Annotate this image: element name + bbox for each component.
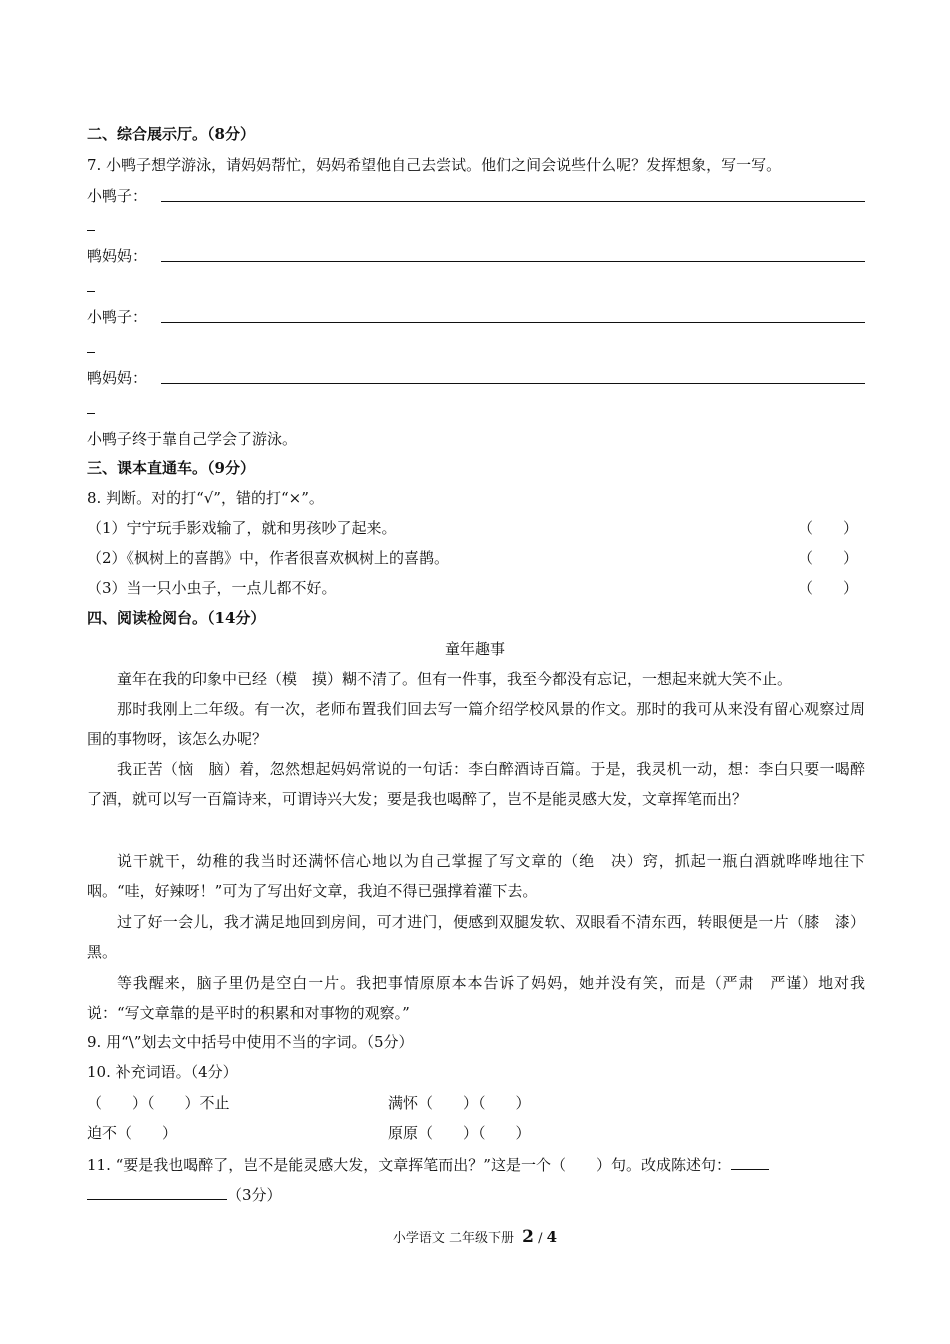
dialogue-speaker-4: 鸭妈妈： (87, 369, 148, 387)
answer-line[interactable] (161, 322, 865, 323)
passage-title: 童年趣事 (444, 640, 505, 658)
dialogue-line-3 (87, 307, 865, 327)
answer-line[interactable] (161, 383, 865, 384)
judge-item-2: （2）《枫树上的喜鹊》中，作者很喜欢枫树上的喜鹊。 (87, 549, 450, 567)
dialogue-speaker-3: 小鸭子： (87, 308, 148, 326)
judge-answer-2[interactable]: （ ） (798, 549, 859, 567)
line-continuation (87, 230, 95, 231)
answer-blank[interactable] (87, 1184, 227, 1200)
word-fill-2[interactable]: 满怀（ ）（ ） (388, 1094, 531, 1112)
word-fill-3[interactable]: 迫不（ ） (87, 1124, 178, 1142)
passage-paragraph-1: 童年在我的印象中已经（模 摸）糊不清了。但有一件事，我至今都没有忘记，一想起来就大笑不止。 (117, 670, 793, 688)
judge-item-1: （1）宁宁玩手影戏输了，就和男孩吵了起来。 (87, 519, 397, 537)
passage-paragraph-2: 那时我刚上二年级。有一次，老师布置我们回去写一篇介绍学校风景的作文。那时的我可从来没有留心观察过周围的事物呀，该怎么办呢？ (87, 700, 865, 748)
line-continuation (87, 352, 95, 353)
question-8: 8. 判断。对的打“√”，错的打“×”。 (87, 489, 324, 507)
judge-item-3: （3）当一只小虫子，一点儿都不好。 (87, 579, 337, 597)
section-4-heading: 四、阅读检阅台。（14分） (87, 609, 266, 627)
footer-subject: 小学语文 二年级下册 (392, 1231, 515, 1246)
answer-blank[interactable] (731, 1154, 769, 1170)
passage-paragraph-3: 我正苦（恼 脑）着，忽然想起妈妈常说的一句话：李白醉酒诗百篇。于是，我灵机一动，想：李白只要一喝醉了酒，就可以写一百篇诗来，可谓诗兴大发；要是我也喝醉了，岂不是能灵感大发，文章挥笔而出？ (87, 760, 865, 808)
dialogue-line-1 (87, 186, 865, 206)
question-11-line-2 (87, 1184, 282, 1205)
question-11-score: （3分） (227, 1186, 282, 1204)
page-footer (0, 1227, 950, 1247)
section-3-heading: 三、课本直通车。（9分） (87, 459, 255, 477)
answer-line[interactable] (161, 201, 865, 202)
line-continuation (87, 291, 95, 292)
judge-answer-1[interactable]: （ ） (798, 519, 859, 537)
footer-page-total: 4 (546, 1228, 558, 1246)
question-10: 10. 补充词语。（4分） (87, 1063, 238, 1081)
line-continuation (87, 413, 95, 414)
question-11-text: 11. “要是我也喝醉了，岂不是能灵感大发，文章挥笔而出？”这是一个（ ）句。改成陈述句： (87, 1156, 731, 1174)
question-11 (87, 1154, 769, 1175)
question-9: 9. 用“\”划去文中括号中使用不当的字词。（5分） (87, 1033, 414, 1051)
footer-separator: / (538, 1231, 543, 1246)
word-fill-4[interactable]: 原原（ ）（ ） (388, 1124, 531, 1142)
section-2-heading: 二、综合展示厅。（8分） (87, 125, 255, 143)
dialogue-speaker-2: 鸭妈妈： (87, 247, 148, 265)
dialogue-line-4 (87, 368, 865, 388)
footer-page-number: 2 (522, 1227, 534, 1247)
dialogue-line-2 (87, 246, 865, 266)
passage-paragraph-4: 说干就干，幼稚的我当时还满怀信心地以为自己掌握了写文章的（绝 决）窍，抓起一瓶白酒就哗哗地往下咽。“哇，好辣呀！”可为了写出好文章，我迫不得已强撑着灌下去。 (87, 852, 865, 900)
dialogue-speaker-1: 小鸭子： (87, 187, 148, 205)
word-fill-1[interactable]: （ ）（ ）不止 (87, 1094, 230, 1112)
question-7: 7. 小鸭子想学游泳，请妈妈帮忙，妈妈希望他自己去尝试。他们之间会说些什么呢？发挥想象，写一写。 (87, 156, 782, 174)
dialogue-ending: 小鸭子终于靠自己学会了游泳。 (87, 430, 298, 448)
answer-line[interactable] (161, 261, 865, 262)
judge-answer-3[interactable]: （ ） (798, 579, 859, 597)
passage-paragraph-5: 过了好一会儿，我才满足地回到房间，可才进门，便感到双腿发软、双眼看不清东西，转眼便是一片（膝 漆）黑。 (87, 913, 865, 961)
passage-paragraph-6: 等我醒来，脑子里仍是空白一片。我把事情原原本本告诉了妈妈，她并没有笑，而是（严肃 严谨）地对我说：“写文章靠的是平时的积累和对事物的观察。” (87, 974, 865, 1022)
